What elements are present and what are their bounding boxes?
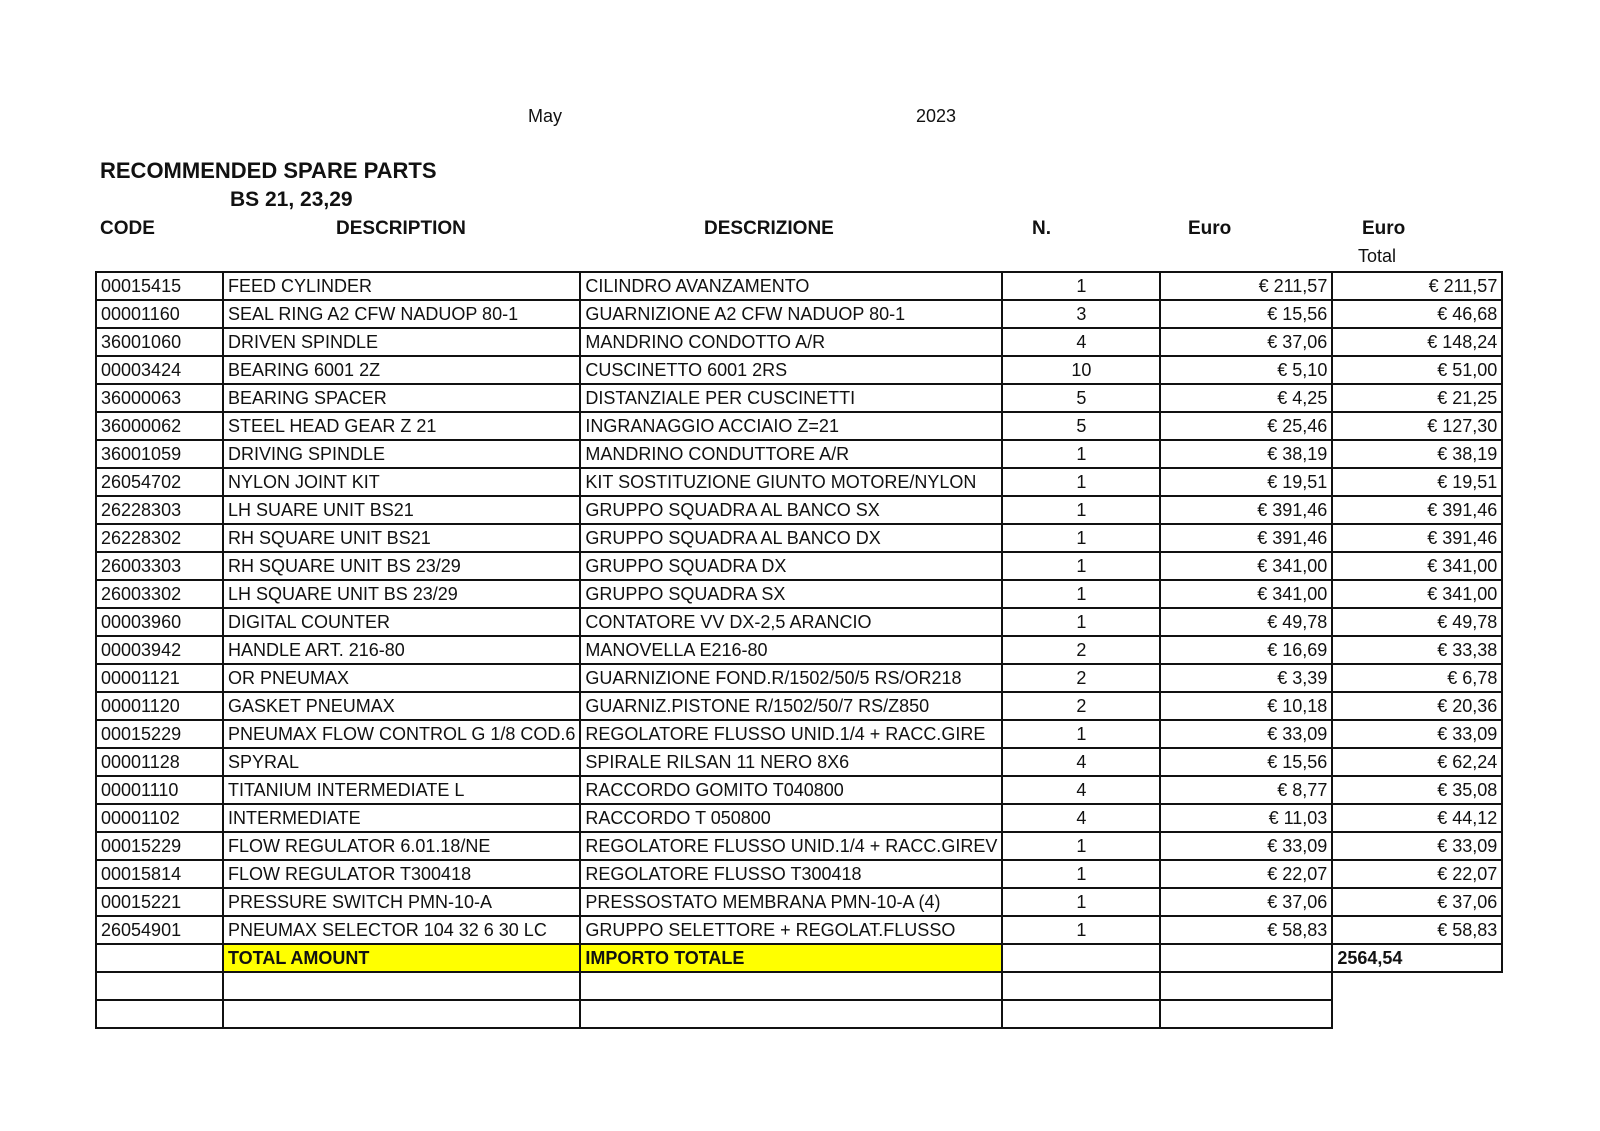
cell-code: 00015814 (96, 860, 223, 888)
table-row (96, 356, 1502, 384)
table-row (96, 384, 1502, 412)
column-header-total-sub: Total (1358, 246, 1397, 266)
cell-description: LH SUARE UNIT BS21 (223, 496, 580, 524)
cell-quantity: 1 (1002, 916, 1160, 944)
cell-quantity: 1 (1002, 468, 1160, 496)
cell-quantity: 10 (1002, 356, 1160, 384)
table-row (96, 468, 1502, 496)
cell-descrizione: DISTANZIALE PER CUSCINETTI (580, 384, 1002, 412)
cell-code: 00003942 (96, 636, 223, 664)
cell-description: FLOW REGULATOR T300418 (223, 860, 580, 888)
cell-total-price: € 49,78 (1332, 608, 1502, 636)
cell-code: 26228303 (96, 496, 223, 524)
cell-description: DRIVEN SPINDLE (223, 328, 580, 356)
cell-descrizione: GRUPPO SELETTORE + REGOLAT.FLUSSO (580, 916, 1002, 944)
cell-quantity: 1 (1002, 860, 1160, 888)
cell-total-price: € 21,25 (1332, 384, 1502, 412)
cell-total-price: € 44,12 (1332, 804, 1502, 832)
cell-unit-price: € 33,09 (1160, 832, 1332, 860)
table-row (96, 720, 1502, 748)
cell-descrizione: MANDRINO CONDOTTO A/R (580, 328, 1002, 356)
cell-total-price: € 33,09 (1332, 832, 1502, 860)
table-row (96, 608, 1502, 636)
cell-descrizione: KIT SOSTITUZIONE GIUNTO MOTORE/NYLON (580, 468, 1002, 496)
cell-quantity: 1 (1002, 524, 1160, 552)
cell-quantity: 4 (1002, 804, 1160, 832)
cell-description: INTERMEDIATE (223, 804, 580, 832)
cell-descrizione: SPIRALE RILSAN 11 NERO 8X6 (580, 748, 1002, 776)
cell-code: 00015221 (96, 888, 223, 916)
cell-total-price: € 58,83 (1332, 916, 1502, 944)
table-row (96, 692, 1502, 720)
cell-total-price: € 46,68 (1332, 300, 1502, 328)
cell-unit-price: € 3,39 (1160, 664, 1332, 692)
cell-descrizione: REGOLATORE FLUSSO UNID.1/4 + RACC.GIREV (580, 832, 1002, 860)
cell-code: 00003424 (96, 356, 223, 384)
table-row (96, 328, 1502, 356)
document-subtitle: BS 21, 23,29 (230, 188, 353, 211)
cell-descrizione: GUARNIZIONE A2 CFW NADUOP 80-1 (580, 300, 1002, 328)
cell-total-price: € 211,57 (1332, 272, 1502, 300)
cell-descrizione: GRUPPO SQUADRA SX (580, 580, 1002, 608)
blank-row (96, 972, 1502, 1000)
total-amount: 2564,54 (1332, 944, 1502, 972)
total-label-en: TOTAL AMOUNT (223, 944, 580, 972)
cell-descrizione: GUARNIZIONE FOND.R/1502/50/5 RS/OR218 (580, 664, 1002, 692)
cell-description: HANDLE ART. 216-80 (223, 636, 580, 664)
cell-unit-price: € 49,78 (1160, 608, 1332, 636)
cell-descrizione: CUSCINETTO 6001 2RS (580, 356, 1002, 384)
cell-quantity: 2 (1002, 692, 1160, 720)
column-header-unit-price: Euro (1188, 218, 1232, 239)
total-row (96, 944, 1502, 972)
blank-cell (1332, 972, 1502, 1000)
cell-total-price: € 391,46 (1332, 524, 1502, 552)
table-row (96, 580, 1502, 608)
cell-quantity: 5 (1002, 412, 1160, 440)
cell-unit-price: € 15,56 (1160, 300, 1332, 328)
cell-unit-price: € 33,09 (1160, 720, 1332, 748)
cell-unit-price: € 25,46 (1160, 412, 1332, 440)
cell-description: GASKET PNEUMAX (223, 692, 580, 720)
table-row (96, 552, 1502, 580)
cell-code: 00003960 (96, 608, 223, 636)
cell-unit-price: € 5,10 (1160, 356, 1332, 384)
cell-code: 36001060 (96, 328, 223, 356)
cell-code: 00001160 (96, 300, 223, 328)
cell-descrizione: GRUPPO SQUADRA AL BANCO SX (580, 496, 1002, 524)
cell-description: PNEUMAX FLOW CONTROL G 1/8 COD.6 (223, 720, 580, 748)
cell-quantity: 4 (1002, 776, 1160, 804)
blank-row (96, 1000, 1502, 1028)
cell-quantity: 2 (1002, 636, 1160, 664)
cell-descrizione: GRUPPO SQUADRA AL BANCO DX (580, 524, 1002, 552)
cell-unit-price: € 341,00 (1160, 580, 1332, 608)
cell-description: PRESSURE SWITCH PMN-10-A (223, 888, 580, 916)
cell-description: FLOW REGULATOR 6.01.18/NE (223, 832, 580, 860)
cell-description: RH SQUARE UNIT BS21 (223, 524, 580, 552)
cell-description: DIGITAL COUNTER (223, 608, 580, 636)
table-row (96, 916, 1502, 944)
table-row (96, 524, 1502, 552)
table-row (96, 748, 1502, 776)
cell-quantity: 1 (1002, 832, 1160, 860)
cell-quantity: 1 (1002, 496, 1160, 524)
column-header-descrizione: DESCRIZIONE (704, 218, 834, 239)
cell-unit-price: € 391,46 (1160, 496, 1332, 524)
document-title: RECOMMENDED SPARE PARTS (100, 158, 437, 183)
table-row (96, 804, 1502, 832)
blank-cell (96, 1000, 223, 1028)
table-row (96, 300, 1502, 328)
cell-code: 00001102 (96, 804, 223, 832)
cell-unit-price: € 391,46 (1160, 524, 1332, 552)
blank-cell (580, 1000, 1002, 1028)
cell-unit-price: € 4,25 (1160, 384, 1332, 412)
cell-unit-price: € 8,77 (1160, 776, 1332, 804)
column-header-description: DESCRIPTION (336, 218, 466, 239)
cell-total-price: € 22,07 (1332, 860, 1502, 888)
cell-quantity: 3 (1002, 300, 1160, 328)
cell-descrizione: REGOLATORE FLUSSO UNID.1/4 + RACC.GIRE (580, 720, 1002, 748)
cell-unit-price: € 37,06 (1160, 328, 1332, 356)
cell-total-price: € 127,30 (1332, 412, 1502, 440)
blank-cell (1332, 1000, 1502, 1028)
cell-quantity: 1 (1002, 580, 1160, 608)
cell-code: 26054901 (96, 916, 223, 944)
cell-code: 00015229 (96, 832, 223, 860)
cell-description: LH SQUARE UNIT BS 23/29 (223, 580, 580, 608)
cell-descrizione: GUARNIZ.PISTONE R/1502/50/7 RS/Z850 (580, 692, 1002, 720)
table-row (96, 664, 1502, 692)
cell-total-price: € 51,00 (1332, 356, 1502, 384)
cell-description: SPYRAL (223, 748, 580, 776)
spare-parts-table-body (96, 272, 1502, 1028)
cell-total-price: € 6,78 (1332, 664, 1502, 692)
table-row (96, 496, 1502, 524)
table-row (96, 440, 1502, 468)
cell-unit-price: € 11,03 (1160, 804, 1332, 832)
cell-total-price: € 148,24 (1332, 328, 1502, 356)
blank-cell (223, 972, 580, 1000)
cell-code: 26003302 (96, 580, 223, 608)
cell-total-price: € 33,38 (1332, 636, 1502, 664)
cell-code: 36000063 (96, 384, 223, 412)
cell-descrizione: CONTATORE VV DX-2,5 ARANCIO (580, 608, 1002, 636)
cell-unit-price: € 58,83 (1160, 916, 1332, 944)
cell-code: 26228302 (96, 524, 223, 552)
cell-unit-price: € 15,56 (1160, 748, 1332, 776)
cell-description: OR PNEUMAX (223, 664, 580, 692)
table-row (96, 776, 1502, 804)
table-row (96, 636, 1502, 664)
cell-total-price: € 391,46 (1332, 496, 1502, 524)
table-row (96, 860, 1502, 888)
blank-cell (580, 972, 1002, 1000)
cell-descrizione: MANDRINO CONDUTTORE A/R (580, 440, 1002, 468)
cell-unit-price: € 38,19 (1160, 440, 1332, 468)
cell-descrizione: INGRANAGGIO ACCIAIO Z=21 (580, 412, 1002, 440)
cell-total-price: € 35,08 (1332, 776, 1502, 804)
cell-code: 00001121 (96, 664, 223, 692)
cell-quantity: 1 (1002, 888, 1160, 916)
blank-cell (1002, 1000, 1160, 1028)
cell-description: STEEL HEAD GEAR Z 21 (223, 412, 580, 440)
blank-cell (1160, 972, 1332, 1000)
table-row (96, 888, 1502, 916)
cell-code: 26054702 (96, 468, 223, 496)
cell-total-price: € 20,36 (1332, 692, 1502, 720)
cell-description: NYLON JOINT KIT (223, 468, 580, 496)
cell-descrizione: GRUPPO SQUADRA DX (580, 552, 1002, 580)
cell-description: BEARING SPACER (223, 384, 580, 412)
table-row (96, 412, 1502, 440)
cell-total-price: € 38,19 (1332, 440, 1502, 468)
total-label-it: IMPORTO TOTALE (580, 944, 1002, 972)
cell-descrizione: PRESSOSTATO MEMBRANA PMN-10-A (4) (580, 888, 1002, 916)
column-header-total-price: Euro (1362, 218, 1406, 239)
cell-unit-price: € 341,00 (1160, 552, 1332, 580)
cell-unit-price: € 10,18 (1160, 692, 1332, 720)
blank-cell (96, 972, 223, 1000)
cell-code: 00001110 (96, 776, 223, 804)
cell-code: 26003303 (96, 552, 223, 580)
cell-quantity: 1 (1002, 552, 1160, 580)
cell-total-price: € 341,00 (1332, 580, 1502, 608)
cell-description: RH SQUARE UNIT BS 23/29 (223, 552, 580, 580)
cell-code: 00015415 (96, 272, 223, 300)
cell-quantity: 2 (1002, 664, 1160, 692)
cell-quantity: 1 (1002, 720, 1160, 748)
cell-total-price: € 19,51 (1332, 468, 1502, 496)
cell-code: 36000062 (96, 412, 223, 440)
table-row (96, 832, 1502, 860)
cell-unit-price: € 19,51 (1160, 468, 1332, 496)
blank-cell (223, 1000, 580, 1028)
cell-quantity: 1 (1002, 272, 1160, 300)
cell-unit-price: € 16,69 (1160, 636, 1332, 664)
cell-quantity: 4 (1002, 328, 1160, 356)
cell-total-price: € 37,06 (1332, 888, 1502, 916)
cell-unit-price: € 37,06 (1160, 888, 1332, 916)
blank-cell (1002, 972, 1160, 1000)
cell-code: 36001059 (96, 440, 223, 468)
cell-description: PNEUMAX SELECTOR 104 32 6 30 LC (223, 916, 580, 944)
total-euro-cell (1160, 944, 1332, 972)
cell-quantity: 4 (1002, 748, 1160, 776)
cell-description: SEAL RING A2 CFW NADUOP 80-1 (223, 300, 580, 328)
cell-descrizione: MANOVELLA E216-80 (580, 636, 1002, 664)
cell-descrizione: REGOLATORE FLUSSO T300418 (580, 860, 1002, 888)
cell-description: TITANIUM INTERMEDIATE L (223, 776, 580, 804)
cell-total-price: € 33,09 (1332, 720, 1502, 748)
header-month: May (528, 106, 563, 126)
cell-total-price: € 62,24 (1332, 748, 1502, 776)
cell-descrizione: CILINDRO AVANZAMENTO (580, 272, 1002, 300)
cell-quantity: 1 (1002, 440, 1160, 468)
cell-quantity: 5 (1002, 384, 1160, 412)
cell-code: 00015229 (96, 720, 223, 748)
table-row (96, 272, 1502, 300)
cell-code: 00001120 (96, 692, 223, 720)
cell-description: DRIVING SPINDLE (223, 440, 580, 468)
cell-unit-price: € 22,07 (1160, 860, 1332, 888)
cell-total-price: € 341,00 (1332, 552, 1502, 580)
cell-description: BEARING 6001 2Z (223, 356, 580, 384)
blank-cell (1160, 1000, 1332, 1028)
total-code-cell (96, 944, 223, 972)
header-year: 2023 (916, 106, 957, 126)
cell-code: 00001128 (96, 748, 223, 776)
cell-descrizione: RACCORDO T 050800 (580, 804, 1002, 832)
cell-unit-price: € 211,57 (1160, 272, 1332, 300)
cell-description: FEED CYLINDER (223, 272, 580, 300)
column-header-quantity: N. (1032, 218, 1051, 239)
column-header-code: CODE (100, 218, 155, 239)
total-n-cell (1002, 944, 1160, 972)
cell-descrizione: RACCORDO GOMITO T040800 (580, 776, 1002, 804)
cell-quantity: 1 (1002, 608, 1160, 636)
spare-parts-table (95, 271, 1503, 1029)
